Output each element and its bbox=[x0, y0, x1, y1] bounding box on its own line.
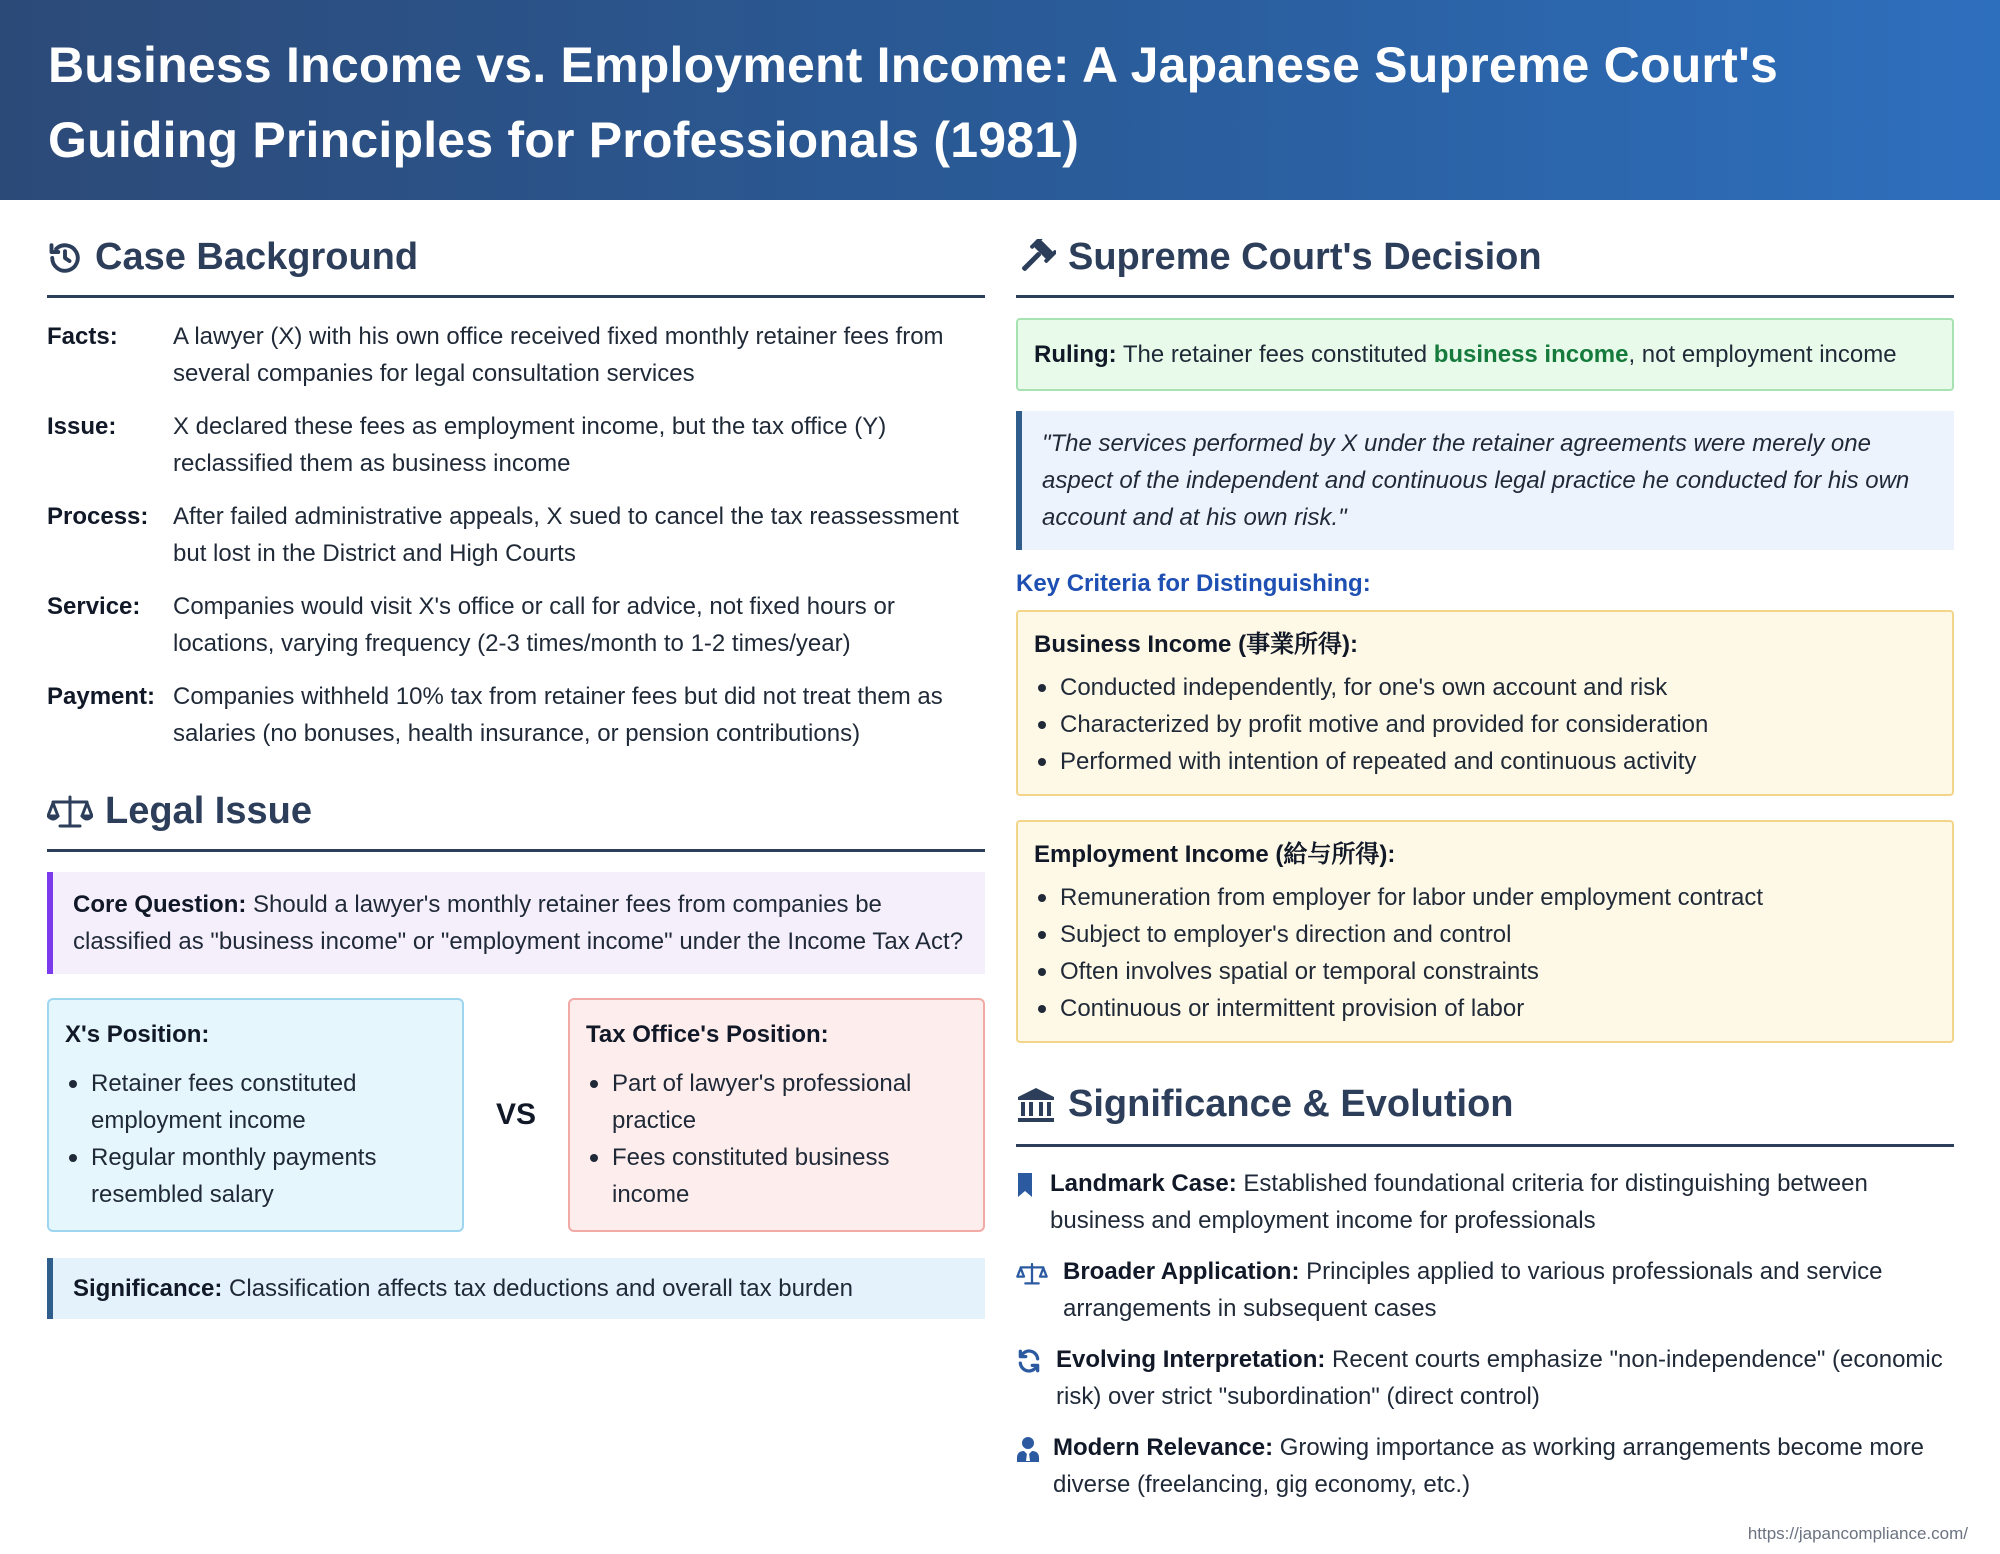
significance-item-text: Recent courts emphasize "non-independence" (economic risk) over strict "subordination" (direct control) bbox=[1056, 1346, 1943, 1410]
significance-item-label: Evolving Interpretation: bbox=[1056, 1346, 1326, 1373]
gavel-icon bbox=[1016, 239, 1056, 277]
ruling-highlight: business income bbox=[1433, 341, 1629, 368]
significance-box bbox=[47, 1258, 985, 1319]
significance-item-label: Broader Application: bbox=[1063, 1258, 1300, 1285]
history-icon bbox=[47, 240, 83, 276]
background-label: Process: bbox=[47, 503, 149, 530]
vs-label: VS bbox=[495, 1098, 537, 1131]
ruling-label: Ruling: bbox=[1034, 341, 1117, 368]
significance-text: Classification affects tax deductions and overall tax burden bbox=[222, 1275, 853, 1302]
list-item: Characterized by profit motive and provided for consideration bbox=[1034, 706, 1936, 743]
court-quote: "The services performed by X under the retainer agreements were merely one aspect of the independent and continuous legal practice he conducted for his own account and at his own risk." bbox=[1016, 411, 1954, 550]
tax-office-position-list bbox=[586, 1065, 967, 1213]
background-text: Companies withheld 10% tax from retainer fees but did not treat them as salaries (no bonuses, health insurance, or pension contributions) bbox=[173, 683, 943, 747]
list-item: Regular monthly payments resembled salary bbox=[65, 1139, 446, 1213]
case-background-table bbox=[47, 318, 985, 752]
list-item bbox=[1016, 1429, 1954, 1503]
significance-label: Significance: bbox=[73, 1275, 223, 1302]
business-income-list bbox=[1034, 669, 1936, 780]
core-question-label: Core Question: bbox=[73, 891, 247, 918]
background-row-issue bbox=[47, 408, 985, 482]
background-label: Issue: bbox=[47, 413, 117, 440]
background-row-facts bbox=[47, 318, 985, 392]
background-row-process bbox=[47, 498, 985, 572]
list-item bbox=[1016, 1253, 1954, 1327]
significance-title: Significance & Evolution bbox=[1068, 1083, 1514, 1125]
employment-income-criteria bbox=[1016, 820, 1954, 1043]
background-label: Payment: bbox=[47, 683, 156, 710]
list-item: Part of lawyer's professional practice bbox=[586, 1065, 967, 1139]
scale-icon bbox=[1016, 1262, 1048, 1286]
landmark-icon bbox=[1016, 1086, 1056, 1124]
page-title: Business Income vs. Employment Income: A Japanese Supreme Court's Guiding Principles for Professionals (1981) bbox=[48, 37, 1779, 168]
employment-income-heading: Employment Income (給与所得): bbox=[1034, 841, 1396, 868]
business-income-criteria bbox=[1016, 610, 1954, 796]
scale-icon bbox=[47, 794, 93, 830]
x-position-title: X's Position: bbox=[65, 1021, 210, 1048]
list-item: Conducted independently, for one's own account and risk bbox=[1034, 669, 1936, 706]
background-label: Service: bbox=[47, 593, 141, 620]
list-item: Fees constituted business income bbox=[586, 1139, 967, 1213]
page-header bbox=[0, 0, 2000, 200]
list-item bbox=[1016, 1165, 1954, 1239]
decision-heading bbox=[1016, 200, 1954, 298]
significance-heading bbox=[1016, 1043, 1954, 1147]
ruling-box bbox=[1016, 318, 1954, 391]
background-text: After failed administrative appeals, X sued to cancel the tax reassessment but lost in the District and High Courts bbox=[173, 503, 959, 567]
significance-item-label: Landmark Case: bbox=[1050, 1170, 1237, 1197]
significance-item-text: Growing importance as working arrangements become more diverse (freelancing, gig economy, etc.) bbox=[1053, 1434, 1925, 1498]
left-column bbox=[47, 200, 985, 1319]
case-background-heading bbox=[47, 200, 985, 298]
business-income-heading: Business Income (事業所得): bbox=[1034, 631, 1359, 658]
background-text: Companies would visit X's office or call for advice, not fixed hours or locations, varying frequency (2-3 times/month to 1-2 times/year) bbox=[173, 593, 895, 657]
list-item: Retainer fees constituted employment income bbox=[65, 1065, 446, 1139]
list-item: Subject to employer's direction and control bbox=[1034, 916, 1936, 953]
list-item: Often involves spatial or temporal constraints bbox=[1034, 953, 1936, 990]
positions-comparison bbox=[47, 998, 985, 1232]
background-row-service bbox=[47, 588, 985, 662]
list-item: Performed with intention of repeated and continuous activity bbox=[1034, 743, 1936, 780]
core-question-text: Should a lawyer's monthly retainer fees from companies be classified as "business income" or "employment income" under the Income Tax Act? bbox=[73, 891, 964, 955]
bookmark-icon bbox=[1016, 1172, 1034, 1198]
right-column bbox=[1016, 200, 1954, 1517]
list-item: Remuneration from employer for labor under employment contract bbox=[1034, 879, 1936, 916]
x-position-box bbox=[47, 998, 464, 1232]
legal-issue-title: Legal Issue bbox=[105, 790, 312, 832]
criteria-title: Key Criteria for Distinguishing: bbox=[1016, 570, 1371, 597]
decision-title: Supreme Court's Decision bbox=[1068, 236, 1542, 278]
significance-list bbox=[1016, 1165, 1954, 1503]
significance-item-text: Established foundational criteria for distinguishing between business and employment income for professionals bbox=[1050, 1170, 1868, 1234]
background-text: X declared these fees as employment income, but the tax office (Y) reclassified them as business income bbox=[173, 413, 887, 477]
sync-icon bbox=[1016, 1348, 1042, 1374]
x-position-list bbox=[65, 1065, 446, 1213]
ruling-text-post: , not employment income bbox=[1628, 341, 1897, 368]
background-text: A lawyer (X) with his own office received fixed monthly retainer fees from several companies for legal consultation services bbox=[173, 323, 944, 387]
tax-office-position-title: Tax Office's Position: bbox=[586, 1021, 829, 1048]
background-label: Facts: bbox=[47, 323, 118, 350]
ruling-text-pre: The retainer fees constituted bbox=[1116, 341, 1434, 368]
list-item bbox=[1016, 1341, 1954, 1415]
tax-office-position-box bbox=[568, 998, 985, 1232]
employment-income-list bbox=[1034, 879, 1936, 1027]
case-background-title: Case Background bbox=[95, 236, 419, 278]
footer-url: https://japancompliance.com/ bbox=[1747, 1524, 1968, 1543]
user-tie-icon bbox=[1016, 1436, 1040, 1462]
background-row-payment bbox=[47, 678, 985, 752]
core-question-box bbox=[47, 872, 985, 974]
significance-item-label: Modern Relevance: bbox=[1053, 1434, 1274, 1461]
legal-issue-heading bbox=[47, 768, 985, 852]
significance-item-text: Principles applied to various professionals and service arrangements in subsequent cases bbox=[1063, 1258, 1883, 1322]
list-item: Continuous or intermittent provision of labor bbox=[1034, 990, 1936, 1027]
